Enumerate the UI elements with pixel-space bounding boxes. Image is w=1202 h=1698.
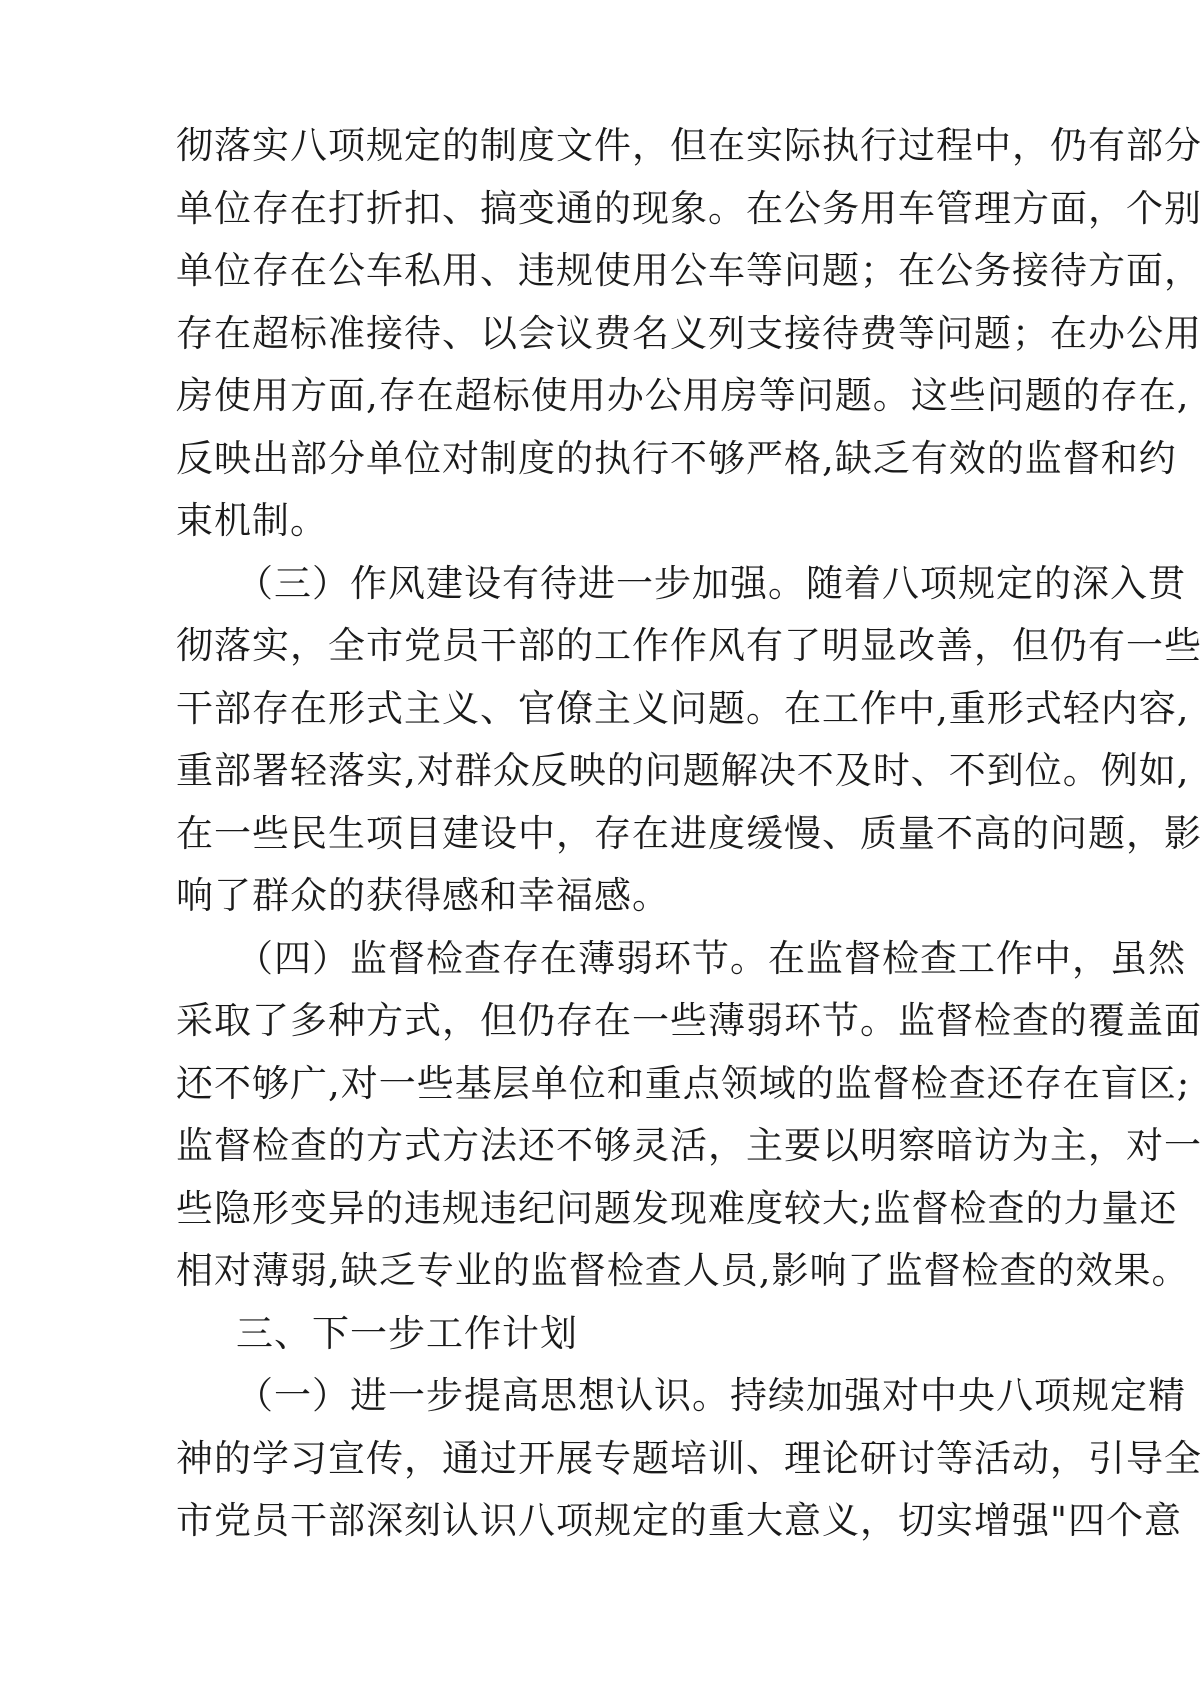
text-line: 相对薄弱,缺乏专业的监督检查人员,影响了监督检查的效果。 [176, 1249, 1190, 1292]
text-line: 彻落实，全市党员干部的工作作风有了明显改善，但仍有一些 [176, 624, 1202, 667]
text-line: 存在超标准接待、以会议费名义列支接待费等问题；在办公用 [176, 311, 1202, 355]
text-line: 单位存在公车私用、违规使用公车等问题；在公务接待方面， [176, 249, 1202, 292]
text-line: 房使用方面,存在超标使用办公用房等问题。这些问题的存在, [176, 374, 1190, 417]
text-line: 还不够广,对一些基层单位和重点领域的监督检查还存在盲区; [176, 1061, 1191, 1105]
paragraph-start-line: （三）作风建设有待进一步加强。随着八项规定的深入贯 [236, 561, 1186, 605]
text-line: 单位存在打折扣、搞变通的现象。在公务用车管理方面，个别 [176, 186, 1202, 230]
text-line: 彻落实八项规定的制度文件，但在实际执行过程中，仍有部分 [176, 124, 1202, 167]
text-line: 反映出部分单位对制度的执行不够严格,缺乏有效的监督和约 [176, 436, 1177, 480]
text-line: 神的学习宣传，通过开展专题培训、理论研讨等活动，引导全 [176, 1436, 1202, 1480]
paragraph-start-line: （一）进一步提高思想认识。持续加强对中央八项规定精 [236, 1374, 1186, 1417]
text-line: 些隐形变异的违规违纪问题发现难度较大;监督检查的力量还 [176, 1186, 1178, 1230]
section-heading: 三、下一步工作计划 [236, 1311, 578, 1355]
text-line: 干部存在形式主义、官僚主义问题。在工作中,重形式轻内容, [176, 686, 1190, 730]
paragraph-start-line: （四）监督检查存在薄弱环节。在监督检查工作中，虽然 [236, 936, 1186, 980]
text-line: 响了群众的获得感和幸福感。 [176, 874, 670, 917]
text-line: 重部署轻落实,对群众反映的问题解决不及时、不到位。例如, [176, 749, 1190, 792]
text-line: 监督检查的方式方法还不够灵活，主要以明察暗访为主，对一 [176, 1124, 1202, 1167]
text-line: 市党员干部深刻认识八项规定的重大意义，切实增强"四个意 [176, 1499, 1183, 1542]
text-line: 束机制。 [176, 499, 328, 542]
document-body [176, 115, 1202, 1553]
text-line: 在一些民生项目建设中，存在进度缓慢、质量不高的问题，影 [176, 811, 1202, 855]
text-line: 采取了多种方式，但仍存在一些薄弱环节。监督检查的覆盖面 [176, 999, 1202, 1042]
